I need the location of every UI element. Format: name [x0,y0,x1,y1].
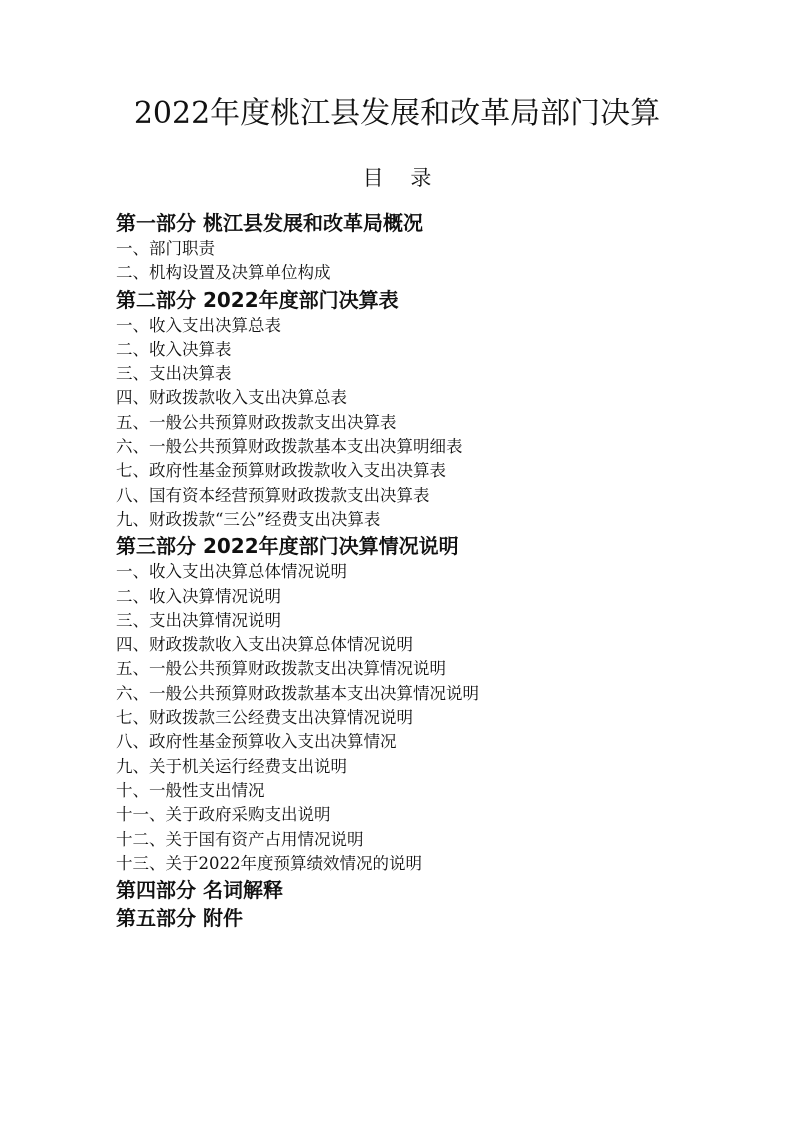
toc-item[interactable]: 九、财政拨款“三公”经费支出决算表 [116,509,381,529]
toc-item[interactable]: 二、收入决算表 [116,339,232,359]
toc-item[interactable]: 十一、关于政府采购支出说明 [116,805,331,825]
toc-item[interactable]: 一、收入支出决算总表 [116,315,281,335]
toc-item[interactable]: 九、关于机关运行经费支出说明 [116,756,347,776]
toc-item[interactable]: 七、政府性基金预算财政拨款收入支出决算表 [116,461,446,481]
toc-item[interactable]: 十、一般性支出情况 [116,780,265,800]
toc-part-3[interactable]: 第三部分 2022年度部门决算情况说明 [116,534,459,559]
toc-item[interactable]: 五、一般公共预算财政拨款支出决算情况说明 [116,659,446,679]
toc-item[interactable]: 六、一般公共预算财政拨款基本支出决算明细表 [116,437,463,457]
toc-item[interactable]: 三、支出决算情况说明 [116,610,281,630]
toc-part-1[interactable]: 第一部分 桃江县发展和改革局概况 [116,211,423,235]
toc-item[interactable]: 十二、关于国有资产占用情况说明 [116,829,364,849]
toc-item[interactable]: 十三、关于2022年度预算绩效情况的说明 [116,853,422,873]
toc-part-2[interactable]: 第二部分 2022年度部门决算表 [116,287,399,312]
toc-heading: 目 录 [362,166,442,190]
toc-item[interactable]: 八、国有资本经营预算财政拨款支出决算表 [116,485,430,505]
toc-item[interactable]: 四、财政拨款收入支出决算总表 [116,388,347,408]
document-title: 2022年度桃江县发展和改革局部门决算 [133,96,661,131]
toc-part-5[interactable]: 第五部分 附件 [116,906,243,931]
toc-item[interactable]: 六、一般公共预算财政拨款基本支出决算情况说明 [116,683,479,703]
toc-item[interactable]: 一、部门职责 [116,239,215,258]
toc-item[interactable]: 五、一般公共预算财政拨款支出决算表 [116,412,397,432]
toc-item[interactable]: 八、政府性基金预算收入支出决算情况 [116,732,397,752]
toc-item[interactable]: 三、支出决算表 [116,364,232,384]
toc-item[interactable]: 二、机构设置及决算单位构成 [116,263,331,283]
toc-item[interactable]: 二、收入决算情况说明 [116,586,281,606]
table-of-contents [116,209,756,932]
toc-item[interactable]: 四、财政拨款收入支出决算总体情况说明 [116,635,413,655]
toc-part-4[interactable]: 第四部分 名词解释 [116,878,283,903]
toc-item[interactable]: 七、财政拨款三公经费支出决算情况说明 [116,708,413,728]
toc-item[interactable]: 一、收入支出决算总体情况说明 [116,562,347,582]
